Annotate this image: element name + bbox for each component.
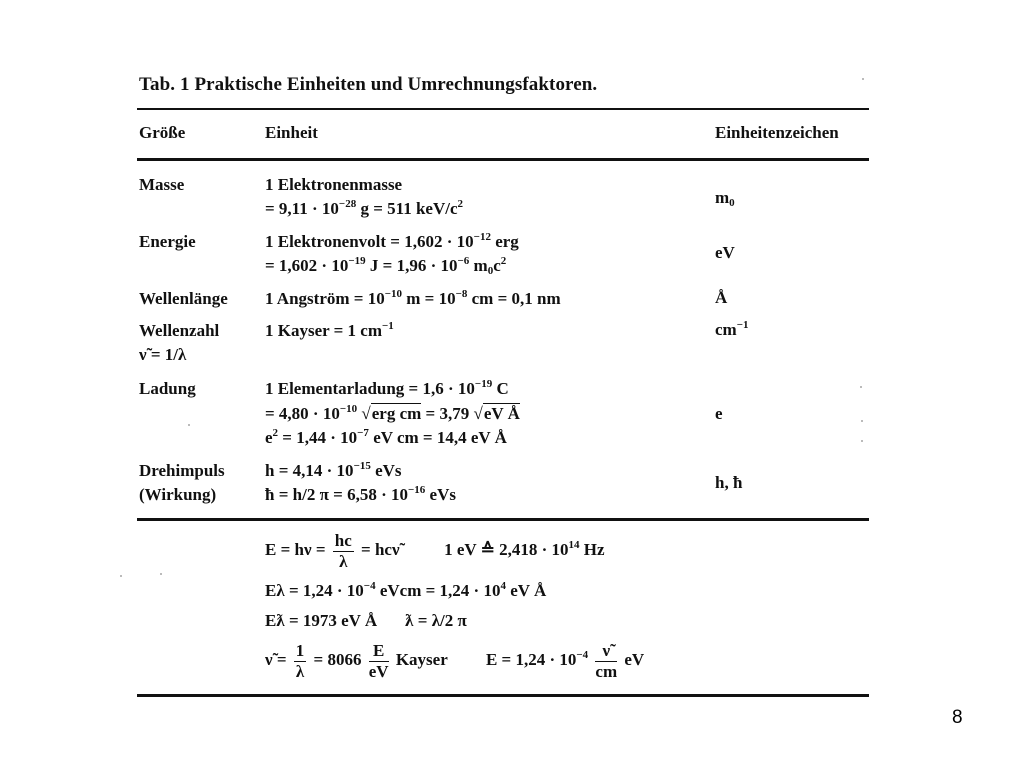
- formula-4-fraction-3: $\frac{\nũ}{cm}$: [595, 640, 618, 681]
- row-masse-unit-line1: 1 Elektronenmasse: [265, 175, 403, 194]
- row-energie-name: Energie: [139, 232, 196, 251]
- row-wellenlaenge-name: Wellenlänge: [139, 289, 228, 308]
- formula-4-fraction-2: $\frac{E}{eV}$: [368, 640, 389, 681]
- scan-speck: [188, 424, 190, 426]
- row-ladung-symbol: e: [715, 404, 723, 423]
- row-wellenzahl-unit: 1 Kayser = 1 $cm^{-1}$: [265, 320, 394, 340]
- header-size: Größe: [139, 123, 186, 142]
- row-energie-unit-line2: = $1,602 \cdot 10^{-19}$ $J = 1,96 \cdot 10^{-6}$ $m_0c^2$: [265, 255, 507, 277]
- row-masse-name: Masse: [139, 175, 185, 194]
- row-wellenzahl-name: Wellenzahl: [139, 321, 220, 340]
- formula-4-fraction-1: $\frac{1}{\lambda}$: [295, 640, 305, 681]
- page-number: 8: [952, 707, 963, 728]
- row-wellenzahl-name2: ν̃ = 1/λ: [139, 345, 187, 364]
- row-ladung-unit-line2: = $4,80 \cdot 10^{-10}$ √erg cm = 3,79 √eV Å: [265, 403, 520, 423]
- scan-speck: [120, 575, 122, 577]
- row-drehimpuls-symbol: h, ħ: [715, 473, 743, 492]
- row-drehimpuls-unit-line2: ħ = h/2 $\pi = 6,58 \cdot 10^{-16}$ eVs: [265, 484, 456, 504]
- row-ladung-unit-line3: $e^2 = 1,44 \cdot 10^{-7}$ eV cm = 14,4 eV Å: [265, 427, 507, 447]
- formula-line-1: E = hν = $\frac{hc}{\lambda}$ = hcν̃ 1 eV ≙ $2,418 \cdot 10^{14}$ Hz: [265, 530, 605, 571]
- row-masse-symbol: $m_0$: [715, 188, 735, 209]
- scan-speck: [862, 78, 864, 80]
- row-ladung-unit-line1: 1 Elementarladung = $1,6 \cdot 10^{-19}$ C: [265, 378, 509, 398]
- row-energie-symbol: eV: [715, 243, 735, 262]
- row-wellenzahl-symbol: $cm^{-1}$: [715, 319, 749, 339]
- row-energie-unit-line1: 1 Elektronenvolt = $1,602 \cdot 10^{-12}$ erg: [265, 231, 519, 251]
- table-body-rule: [137, 518, 869, 521]
- scan-speck: [860, 386, 862, 388]
- table-title: Tab. 1 Praktische Einheiten und Umrechnungsfaktoren.: [139, 74, 598, 95]
- scan-speck: [861, 440, 863, 442]
- row-drehimpuls-name2: (Wirkung): [139, 485, 217, 504]
- row-drehimpuls-unit-line1: $h = 4,14 \cdot 10^{-15}$ eVs: [265, 460, 402, 480]
- scan-speck: [160, 573, 162, 575]
- bottom-rule: [137, 694, 869, 697]
- formula-line-2: $E\lambda = 1,24 \cdot 10^{-4}$ eVcm = $1,24 \cdot 10^4$ eV Å: [265, 580, 547, 600]
- formula-line-3: Eƛ = 1973 eV Å ƛ = λ/2 π: [265, 611, 467, 630]
- formula-1-fraction: $\frac{hc}{\lambda}$: [334, 530, 352, 571]
- scan-speck: [861, 420, 863, 422]
- header-symbol: Einheitenzeichen: [715, 123, 839, 142]
- row-masse-unit-line2: = $9,11 \cdot 10^{-28}$ g = 511 keV/$c^2$: [265, 198, 463, 218]
- formula-line-4: ν̃ = $\frac{1}{\lambda}$ = 8066 $\frac{E}{eV}$ Kayser $E = 1,24 \cdot 10^{-4}$ $\frac{\nũ}{cm}$ eV: [265, 640, 645, 681]
- top-rule: [137, 108, 869, 110]
- header-unit: Einheit: [265, 123, 318, 142]
- row-drehimpuls-name: Drehimpuls: [139, 461, 225, 480]
- header-rule: [137, 158, 869, 161]
- row-wellenlaenge-symbol: Å: [715, 288, 728, 307]
- row-ladung-name: Ladung: [139, 379, 196, 398]
- row-wellenlaenge-unit: 1 Angström = $10^{-10}$ $m = 10^{-8}$ cm = 0,1 nm: [265, 288, 561, 308]
